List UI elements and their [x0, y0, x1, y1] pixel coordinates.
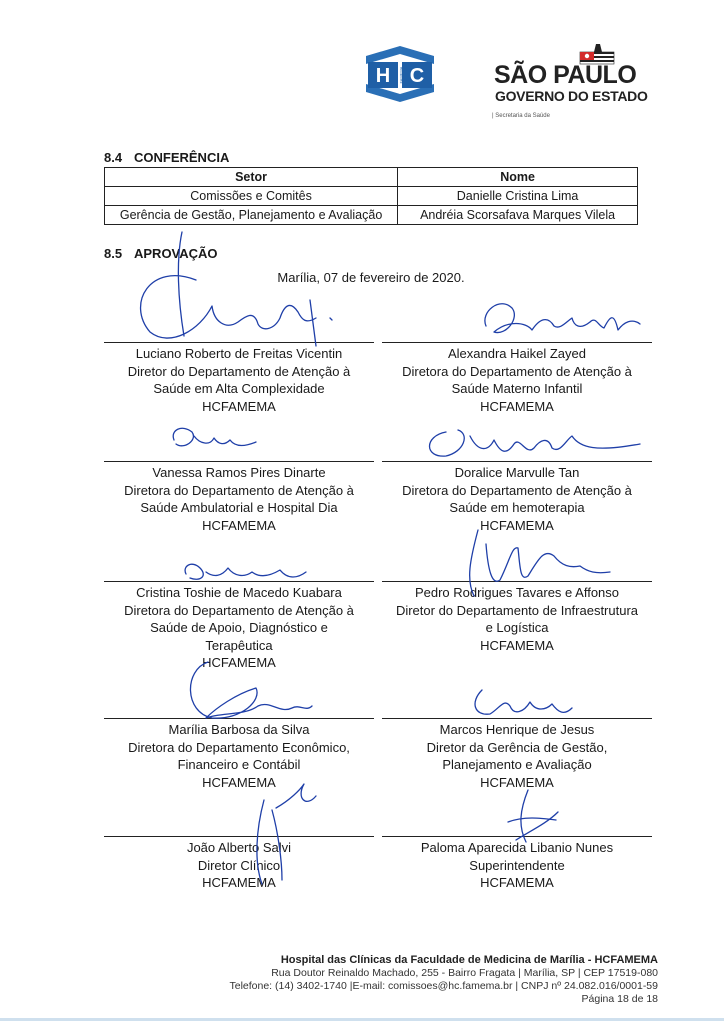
signatory-role: Superintendente — [469, 857, 565, 873]
signatory-role: Diretor do Departamento de Atenção à — [127, 363, 351, 379]
signatory-role: Saúde de Apoio, Diagnóstico e — [150, 620, 328, 635]
footer-contact: Telefone: (14) 3402-1740 |E-mail: comissoes@hc.famema.br | CNPJ nº 24.082.016/0001-59 — [229, 980, 658, 992]
section-title: APROVAÇÃO — [134, 246, 218, 261]
section-conferencia-heading — [104, 150, 229, 166]
signatory-name: Doralice Marvulle Tan — [454, 465, 580, 480]
signatory-name: Alexandra Haikel Zayed — [447, 346, 587, 361]
signatory-org: HCFAMEMA — [480, 774, 554, 790]
signature-line — [382, 581, 652, 582]
signatory-block — [104, 342, 374, 415]
signature-line — [104, 718, 374, 719]
signatory-org: HCFAMEMA — [202, 398, 276, 414]
signature-line — [104, 342, 374, 343]
table-cell: Gerência de Gestão, Planejamento e Avaliação — [105, 206, 398, 225]
signatory-name: João Alberto Salvi — [186, 840, 292, 855]
signatory-name: Luciano Roberto de Freitas Vicentin — [135, 346, 343, 361]
signature-line — [382, 342, 652, 343]
signatory-role: Saúde em Alta Complexidade — [153, 381, 325, 396]
footer-address: Rua Doutor Reinaldo Machado, 255 - Bairro Fragata | Marília, SP | CEP 17519-080 — [271, 967, 658, 979]
hcfamema-logo — [362, 44, 438, 104]
signatory-org: HCFAMEMA — [480, 517, 554, 533]
column-header-nome: Nome — [398, 168, 638, 187]
signatory-name: Vanessa Ramos Pires Dinarte — [152, 465, 326, 480]
signatory-block — [104, 461, 374, 534]
signatory-role: Diretora do Departamento Econômico, — [128, 739, 350, 755]
signatory-block — [382, 342, 652, 415]
section-number: 8.4 — [104, 150, 123, 165]
signature-line — [104, 836, 374, 837]
table-header-row — [105, 168, 638, 187]
signature-vanessa — [173, 428, 256, 446]
conferencia-table — [104, 167, 638, 225]
signatory-role: Diretora do Departamento de Atenção à — [124, 482, 354, 498]
signatory-name: Cristina Toshie de Macedo Kuabara — [136, 585, 342, 600]
svg-text:C: C — [409, 65, 425, 87]
signature-line — [382, 461, 652, 462]
signatory-block — [382, 718, 652, 791]
signatory-name: Pedro Rodrigues Tavares e Affonso — [414, 585, 620, 600]
table-cell: Andréia Scorsafava Marques Vilela — [398, 206, 638, 225]
signatory-role: Planejamento e Avaliação — [442, 757, 592, 772]
government-title: SÃO PAULO — [494, 61, 637, 89]
signature-cristina — [185, 564, 306, 579]
signatory-org: HCFAMEMA — [480, 875, 554, 890]
signatory-org: HCFAMEMA — [202, 875, 276, 890]
signature-line — [382, 836, 652, 837]
signature-line — [104, 461, 374, 462]
signatory-role: Financeiro e Contábil — [177, 757, 301, 772]
svg-text:FAMEMA: FAMEMA — [398, 66, 404, 84]
signatory-org: HCFAMEMA — [202, 655, 276, 670]
signatory-org: HCFAMEMA — [480, 398, 554, 414]
bottom-rule — [0, 1018, 724, 1021]
signatory-block — [382, 581, 652, 654]
svg-text:H: H — [375, 65, 391, 87]
footer-page-number: Página 18 de 18 — [581, 993, 658, 1005]
approval-date: Marília, 07 de fevereiro de 2020. — [277, 270, 465, 285]
footer-institution: Hospital das Clínicas da Faculdade de Medicina de Marília - HCFAMEMA — [280, 954, 658, 966]
signatory-block — [382, 461, 652, 534]
column-header-setor: Setor — [105, 168, 398, 187]
signatory-role: Diretor da Gerência de Gestão, — [426, 739, 608, 755]
section-aprovacao-heading — [104, 246, 218, 262]
signatory-block — [382, 836, 652, 892]
signatory-role: Diretora do Departamento de Atenção à — [402, 363, 632, 379]
signatory-role: Saúde Ambulatorial e Hospital Dia — [140, 500, 338, 515]
signatory-name: Marcos Henrique de Jesus — [439, 722, 595, 737]
signatory-role: Terapêutica — [205, 637, 273, 653]
signatory-name: Paloma Aparecida Libanio Nunes — [420, 840, 614, 855]
signature-line — [382, 718, 652, 719]
table-row — [105, 206, 638, 225]
signatory-role: Saúde em hemoterapia — [449, 500, 585, 515]
table-cell: Danielle Cristina Lima — [398, 187, 638, 206]
secretaria-text: Secretaria da Saúde — [495, 113, 550, 119]
table-cell: Comissões e Comitês — [105, 187, 398, 206]
signatory-org: HCFAMEMA — [202, 517, 276, 533]
signatory-role: Diretora do Departamento de Atenção à — [124, 602, 354, 618]
signature-paloma — [508, 790, 558, 842]
table-row — [105, 187, 638, 206]
signatory-block — [104, 581, 374, 672]
signature-line — [104, 581, 374, 582]
signatory-block — [104, 836, 374, 892]
signatory-role: Diretor Clínico — [197, 857, 281, 873]
signature-doralice — [430, 430, 641, 456]
signatory-role: Saúde Materno Infantil — [451, 381, 583, 396]
signature-alexandra — [485, 304, 640, 333]
page-footer — [229, 954, 658, 1006]
signatory-role: e Logística — [485, 620, 549, 635]
section-number: 8.5 — [104, 246, 123, 261]
signature-marcos — [475, 690, 572, 714]
section-title: CONFERÊNCIA — [134, 150, 230, 165]
signatory-block — [104, 718, 374, 791]
secretaria-label: | Secretaria da Saúde — [492, 113, 550, 119]
signatory-role: Diretora do Departamento de Atenção à — [402, 482, 632, 498]
government-subtitle: GOVERNO DO ESTADO — [495, 88, 648, 104]
signatory-name: Marília Barbosa da Silva — [168, 722, 310, 737]
signatory-org: HCFAMEMA — [480, 637, 554, 653]
signatory-org: HCFAMEMA — [202, 774, 276, 790]
signatory-role: Diretor do Departamento de Infraestrutura — [395, 602, 639, 618]
